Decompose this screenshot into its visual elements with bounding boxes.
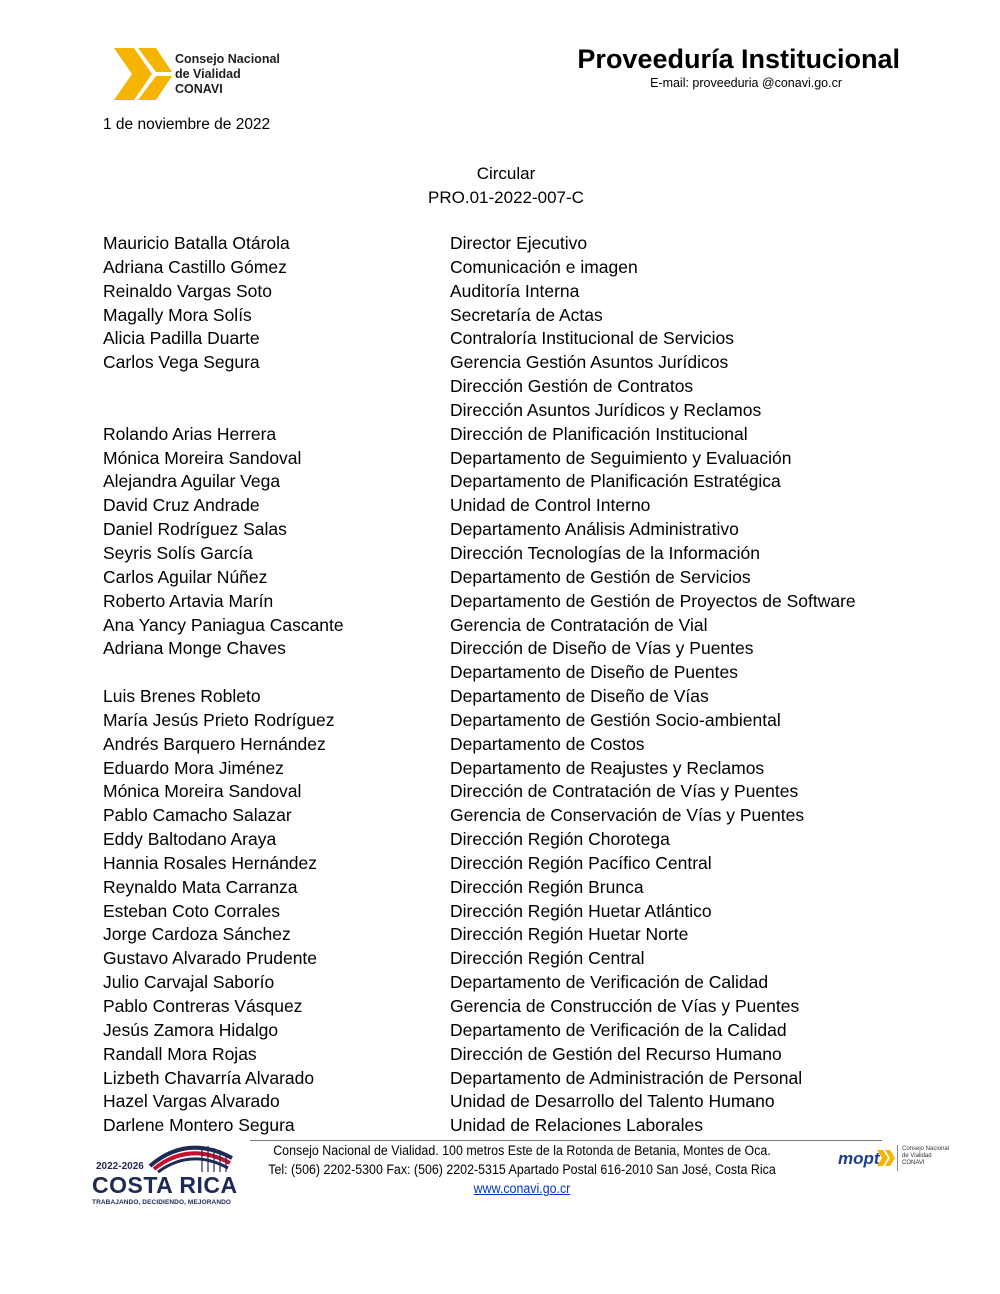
recipient-name: Magally Mora Solís [103,304,252,325]
footer-line-1: Consejo Nacional de Vialidad. 100 metros Este de la Rotonda de Betania, Montes de Oca. [273,1143,771,1158]
recipient-department: Departamento de Seguimiento y Evaluación [450,447,792,468]
recipient-row [103,326,903,350]
mopt-logo-text: mopt [838,1149,880,1168]
recipient-row [103,1042,903,1066]
recipient-name: Mónica Moreira Sandoval [103,447,302,468]
recipient-row [103,970,903,994]
mopt-divider [897,1145,898,1171]
recipient-row [103,255,903,279]
recipient-row [103,613,903,637]
recipient-row [103,279,903,303]
recipient-row [103,660,903,684]
header-email: E-mail: proveeduria @conavi.go.cr [650,76,842,90]
recipient-row [103,541,903,565]
recipient-department: Dirección Región Central [450,948,645,969]
footer-address [264,1141,779,1198]
page-title: Proveeduría Institucional [577,44,900,74]
recipient-row [103,708,903,732]
recipient-department: Dirección Asuntos Jurídicos y Reclamos [450,399,762,420]
recipient-name: María Jesús Prieto Rodríguez [103,709,335,730]
footer-website-link[interactable]: www.conavi.go.cr [473,1181,571,1196]
recipient-department: Dirección de Gestión del Recurso Humano [450,1043,782,1064]
recipient-department: Dirección Región Pacífico Central [450,852,712,873]
recipient-department: Departamento de Gestión de Servicios [450,566,751,587]
mopt-conavi-text [902,1146,949,1167]
footer-line-2: Tel: (506) 2202-5300 Fax: (506) 2202-5315 Apartado Postal 616-2010 San José, Costa Rica [268,1162,776,1177]
recipient-department: Director Ejecutivo [450,233,588,253]
recipient-department: Dirección de Contratación de Vías y Puentes [450,781,799,802]
recipient-name: Reinaldo Vargas Soto [103,280,272,301]
recipient-name: Randall Mora Rojas [103,1043,257,1064]
recipient-name: Carlos Aguilar Núñez [103,566,268,587]
recipient-row [103,994,903,1018]
recipient-name: Mauricio Batalla Otárola [103,233,290,253]
recipient-name: Hannia Rosales Hernández [103,852,318,873]
recipient-name: Carlos Vega Segura [103,352,260,373]
recipient-name: Jorge Cardoza Sánchez [103,924,291,945]
recipient-department: Unidad de Desarrollo del Talento Humano [450,1091,775,1112]
recipient-department: Dirección de Diseño de Vías y Puentes [450,638,754,659]
recipient-department: Dirección de Planificación Institucional [450,423,748,444]
recipient-name: Eduardo Mora Jiménez [103,757,284,778]
recipient-row [103,899,903,923]
conavi-logo-text [175,52,280,97]
recipient-name: David Cruz Andrade [103,495,260,516]
recipient-department: Contraloría Institucional de Servicios [450,328,735,349]
recipient-row [103,493,903,517]
recipient-row [103,803,903,827]
recipient-name: Andrés Barquero Hernández [103,733,326,754]
recipient-department: Gerencia de Contratación de Vial [450,614,708,635]
recipient-department: Departamento Análisis Administrativo [450,519,739,540]
recipient-row [103,565,903,589]
recipient-name: Luis Brenes Robleto [103,686,261,707]
recipient-name: Alejandra Aguilar Vega [103,471,281,492]
logo-line-3: CONAVI [175,82,223,96]
recipient-name: Ana Yancy Paniagua Cascante [103,614,344,635]
mopt-small-1: Consejo Nacional [902,1146,950,1152]
circular-heading [0,162,1000,210]
recipient-name: Eddy Baltodano Araya [103,829,277,850]
recipient-department: Unidad de Relaciones Laborales [450,1115,703,1136]
recipient-department: Dirección Región Huetar Norte [450,924,689,945]
recipient-row [103,1018,903,1042]
recipient-name: Daniel Rodríguez Salas [103,519,287,540]
recipient-row [103,517,903,541]
recipient-department: Departamento de Administración de Personal [450,1067,803,1088]
recipient-row [103,684,903,708]
recipient-name: Esteban Coto Corrales [103,900,281,921]
recipient-department: Departamento de Diseño de Vías [450,686,709,707]
recipient-department: Dirección Gestión de Contratos [450,376,694,397]
recipient-row [103,589,903,613]
circular-number: PRO.01-2022-007-C [428,188,584,207]
recipient-name: Roberto Artavia Marín [103,590,274,611]
recipient-row [103,469,903,493]
recipient-department: Dirección Región Chorotega [450,829,670,850]
recipient-name: Adriana Monge Chaves [103,638,286,659]
recipient-name: Lizbeth Chavarría Alvarado [103,1067,315,1088]
recipient-row [103,231,903,255]
logo-line-2: de Vialidad [175,67,241,81]
recipient-row [103,851,903,875]
recipient-row [103,398,903,422]
circular-label: Circular [476,164,536,183]
recipient-name: Hazel Vargas Alvarado [103,1091,280,1112]
recipient-department: Departamento de Gestión de Proyectos de Software [450,590,856,611]
recipient-name: Reynaldo Mata Carranza [103,876,298,897]
recipient-department: Dirección Tecnologías de la Información [450,542,760,563]
recipient-department: Gerencia de Conservación de Vías y Puentes [450,805,805,826]
recipient-row [103,303,903,327]
recipient-list [103,231,903,1137]
recipient-row [103,446,903,470]
cr-name: COSTA RICA [92,1172,238,1198]
recipient-department: Departamento de Costos [450,733,645,754]
recipient-name: Pablo Camacho Salazar [103,805,292,826]
recipient-department: Departamento de Reajustes y Reclamos [450,757,765,778]
recipient-row [103,875,903,899]
recipient-row [103,922,903,946]
recipient-name: Darlene Montero Segura [103,1115,295,1136]
recipient-department: Departamento de Verificación de Calidad [450,972,769,993]
recipient-name: Mónica Moreira Sandoval [103,781,302,802]
recipient-name: Rolando Arias Herrera [103,423,277,444]
recipient-department: Dirección Región Huetar Atlántico [450,900,712,921]
logo-line-1: Consejo Nacional [175,52,280,66]
recipient-row [103,1113,903,1137]
recipient-department: Departamento de Diseño de Puentes [450,662,738,683]
recipient-department: Departamento de Planificación Estratégica [450,471,781,492]
mopt-chevron-icon [876,1148,896,1168]
recipient-row [103,350,903,374]
recipient-row [103,946,903,970]
recipient-department: Gerencia Gestión Asuntos Jurídicos [450,352,729,373]
recipient-department: Comunicación e imagen [450,256,638,277]
document-date: 1 de noviembre de 2022 [103,116,271,133]
recipient-department: Gerencia de Construcción de Vías y Puentes [450,996,800,1016]
recipient-department: Auditoría Interna [450,280,580,301]
recipient-name: Julio Carvajal Saborío [103,972,275,993]
cr-slogan: TRABAJANDO, DECIDIENDO, MEJORANDO [92,1199,232,1206]
recipient-department: Secretaría de Actas [450,304,603,325]
recipient-name: Gustavo Alvarado Prudente [103,948,318,969]
recipient-row [103,732,903,756]
recipient-department: Dirección Región Brunca [450,876,644,897]
recipient-department: Unidad de Control Interno [450,495,651,516]
recipient-row [103,1066,903,1090]
recipient-row [103,374,903,398]
recipient-name: Adriana Castillo Gómez [103,256,287,277]
recipient-row [103,422,903,446]
recipient-row [103,636,903,660]
recipient-row [103,1089,903,1113]
recipient-department: Departamento de Verificación de la Calidad [450,1019,787,1040]
recipient-name: Pablo Contreras Vásquez [103,996,303,1016]
recipient-row [103,779,903,803]
mopt-small-2: de Vialidad [902,1153,932,1159]
cr-years: 2022-2026 [96,1161,144,1172]
recipient-department: Departamento de Gestión Socio-ambiental [450,709,781,730]
mopt-small-3: CONAVI [902,1160,925,1166]
recipient-row [103,756,903,780]
recipient-name: Seyris Solís García [103,542,253,563]
recipient-name: Jesús Zamora Hidalgo [103,1019,279,1040]
recipient-name: Alicia Padilla Duarte [103,328,260,349]
recipient-row [103,827,903,851]
